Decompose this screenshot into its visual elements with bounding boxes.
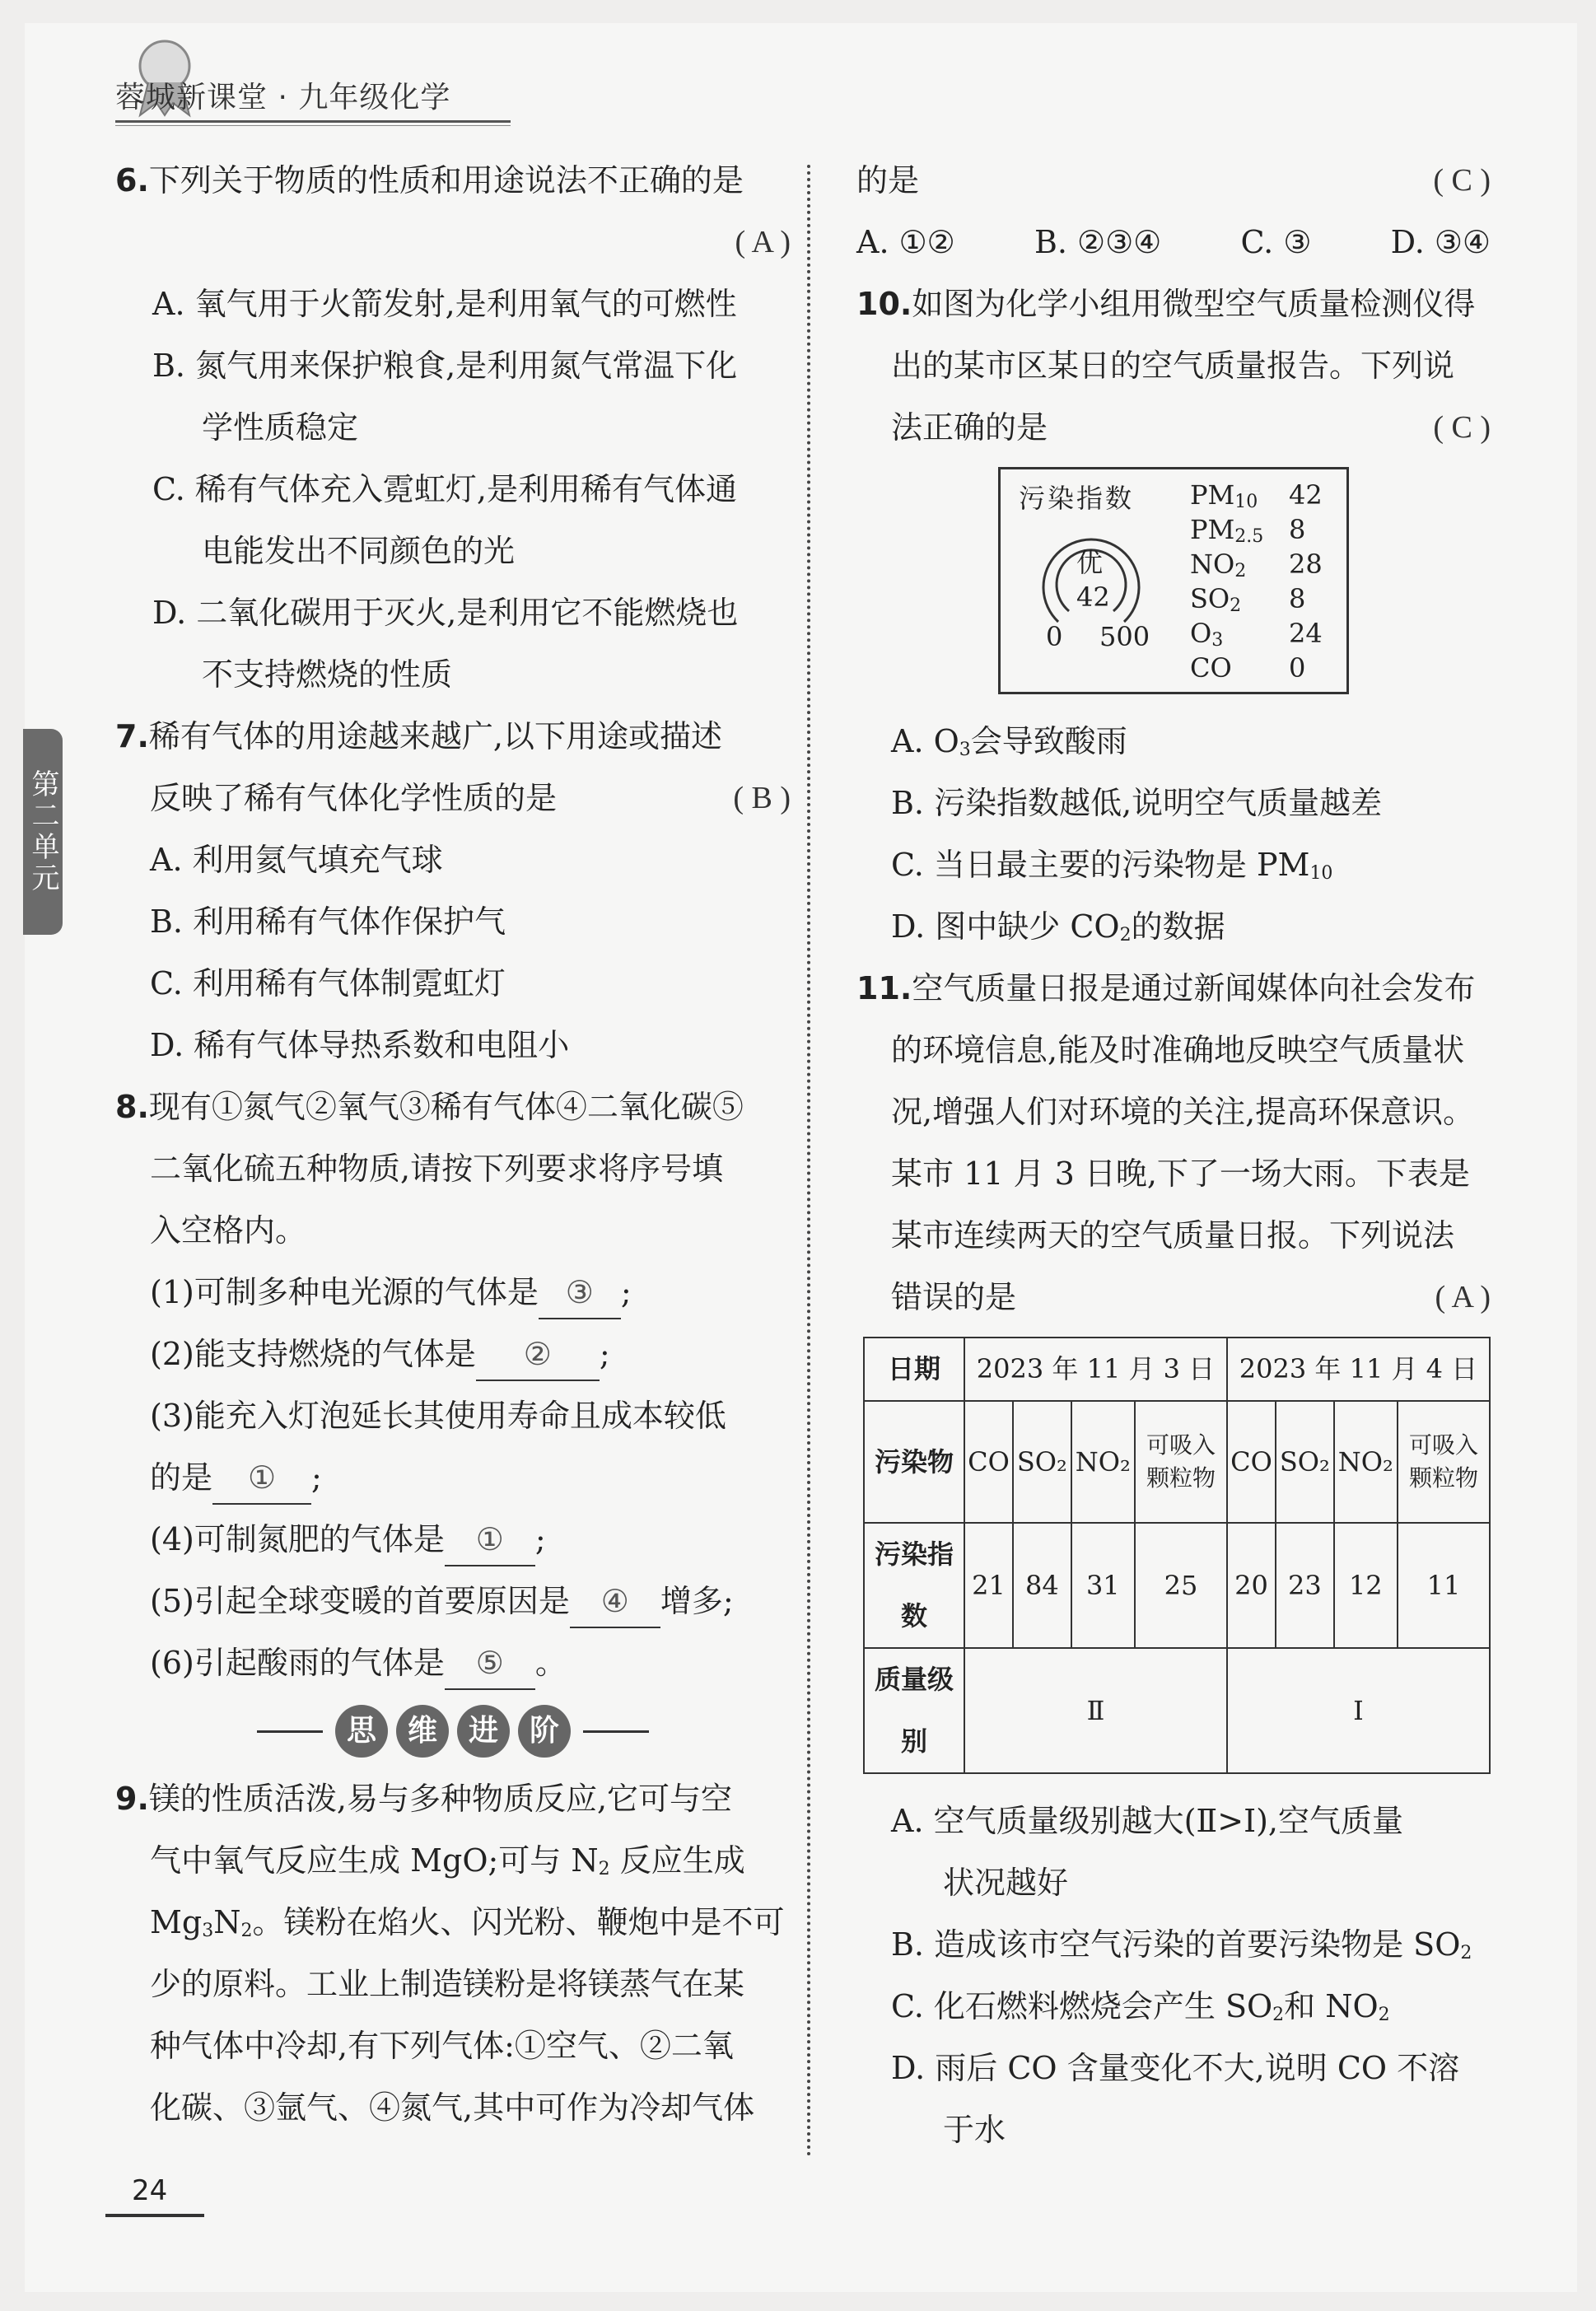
report-row: PM10 42 [1190,479,1323,512]
table-cell: 可吸入颗粒物 [1398,1401,1490,1523]
table-cell: SO₂ [1276,1401,1334,1523]
q11-line2: 的环境信息,能及时准确地反映空气质量状 [891,1032,1465,1068]
q9-option-c: C. ③ [1240,224,1312,260]
q8-part4: (4)可制氮肥的气体是 ① ; [115,1509,791,1571]
q11-line5: 某市连续两天的空气质量日报。下列说法 [891,1217,1455,1254]
q11-option-c: C. 化石燃料燃烧会产生 SO2和 NO2 [891,1988,1390,2025]
section-char: 进 [457,1705,510,1758]
q6-option-c-cont: 电能发出不同颜色的光 [202,533,516,569]
report-row: CO 0 [1190,652,1306,684]
report-index: 42 [1076,581,1110,613]
q10-option-c: C. 当日最主要的污染物是 PM10 [891,847,1333,884]
q8-blank6[interactable]: ⑤ [445,1639,535,1690]
header-title: 蓉城新课堂 · 九年级化学 [115,81,451,114]
q11-stem: 11.空气质量日报是通过新闻媒体向社会发布 [856,970,1476,1006]
table-header-index: 污染指数 [864,1523,964,1648]
right-column [856,150,1491,2161]
q6-option-a: A. 氧气用于火箭发射,是利用氧气的可燃性 [152,286,737,322]
table-cell: SO₂ [1013,1401,1071,1523]
q8-blank5[interactable]: ④ [570,1577,660,1628]
q7-stem: 7.稀有气体的用途越来越广,以下用途或描述 [115,718,722,754]
table-row [864,1401,1490,1523]
q10-option-a: A. O3会导致酸雨 [891,723,1127,760]
q7-option-a: A. 利用氦气填充气球 [150,842,443,878]
report-level: 优 [1076,547,1104,578]
report-row: SO2 8 [1190,583,1306,616]
q9-options [856,212,1491,273]
q11-option-a-cont: 状况越好 [943,1865,1069,1901]
q10-option-d: D. 图中缺少 CO2的数据 [891,908,1225,945]
q6-option-c: C. 稀有气体充入霓虹灯,是利用稀有气体通 [152,471,737,507]
table-cell: 84 [1013,1523,1071,1648]
q7-stem-cont: 反映了稀有气体化学性质的是 ( B ) [115,768,791,829]
table-cell: CO [1227,1401,1276,1523]
q7-answer: ( B ) [733,781,791,815]
q6-option-b-cont: 学性质稳定 [202,409,359,446]
q11-line4: 某市 11 月 3 日晚,下了一场大雨。下表是 [891,1156,1470,1192]
table-level2: Ⅰ [1227,1648,1490,1773]
header-rule-thin [115,125,511,126]
header-rule [115,120,511,123]
column-divider [807,165,810,2158]
q8-blank1[interactable]: ③ [539,1268,621,1319]
q11-answer: ( A ) [1435,1280,1491,1314]
q11-option-b: B. 造成该市空气污染的首要污染物是 SO2 [891,1926,1472,1963]
table-header-level: 质量级别 [864,1648,964,1773]
page-number: 24 [132,2174,168,2207]
table-cell: 12 [1334,1523,1398,1648]
q8-part2: (2)能支持燃烧的气体是 ② ; [115,1324,791,1385]
table-row [864,1523,1490,1648]
air-quality-table [863,1337,1491,1774]
q6-option-d: D. 二氧化碳用于灭火,是利用它不能燃烧也 [152,595,739,631]
q8-blank3[interactable]: ① [212,1454,311,1505]
table-row [864,1648,1490,1773]
q6-answer: ( A ) [735,225,791,259]
q8-part6: (6)引起酸雨的气体是 ⑤ 。 [115,1632,791,1694]
table-cell: 可吸入颗粒物 [1135,1401,1227,1523]
table-cell: NO₂ [1071,1401,1135,1523]
q8-stem: 8.现有①氮气②氧气③稀有气体④二氧化碳⑤ [115,1089,744,1125]
q7-option-d: D. 稀有气体导热系数和电阻小 [150,1027,570,1063]
section-char: 思 [335,1705,388,1758]
q6-option-b: B. 氮气用来保护粮食,是利用氮气常温下化 [152,348,738,384]
section-header [115,1694,791,1768]
table-cell: NO₂ [1334,1401,1398,1523]
table-header-pollutant: 污染物 [864,1401,964,1523]
q9-line4: 少的原料。工业上制造镁粉是将镁蒸气在某 [150,1966,745,2002]
table-date1: 2023 年 11 月 3 日 [964,1338,1227,1401]
section-bar-left [257,1730,323,1733]
table-cell: 11 [1398,1523,1490,1648]
q8-part5: (5)引起全球变暖的首要原因是 ④ 增多; [115,1571,791,1632]
table-cell: 25 [1135,1523,1227,1648]
chapter-side-tab: 第二单元 [23,729,63,935]
q6-stem: 6.下列关于物质的性质和用途说法不正确的是 [115,162,744,198]
table-cell: 31 [1071,1523,1135,1648]
q11-line6: 错误的是 ( A ) [856,1267,1491,1328]
q8-part1: (1)可制多种电光源的气体是 ③ ; [115,1262,791,1324]
q7-option-b: B. 利用稀有气体作保护气 [150,903,506,940]
air-quality-report [998,467,1349,694]
q10-answer: ( C ) [1433,410,1491,445]
report-max: 500 [1099,621,1150,652]
q8-part3: (3)能充入灯泡延长其使用寿命且成本较低 [150,1398,726,1434]
report-title: 污染指数 [1019,483,1135,514]
q9-line7: 的是 ( C ) [856,150,1491,212]
report-row: O3 24 [1190,618,1323,651]
q8-stem-cont: 二氧化硫五种物质,请按下列要求将序号填 [150,1151,724,1187]
table-date2: 2023 年 11 月 4 日 [1227,1338,1490,1401]
q10-stem-cont2: 法正确的是 ( C ) [856,397,1491,459]
report-min: 0 [1046,621,1063,652]
q9-line2: 气中氧气反应生成 MgO;可与 N2 反应生成 [150,1842,745,1879]
section-char: 维 [396,1705,449,1758]
table-row [864,1338,1490,1401]
section-bar-right [583,1730,649,1733]
q6-answer-line [115,212,791,273]
page-number-rule [105,2214,204,2217]
q10-stem: 10.如图为化学小组用微型空气质量检测仪得 [856,286,1476,322]
q7-option-c: C. 利用稀有气体制霓虹灯 [150,965,506,1001]
table-cell: CO [964,1401,1013,1523]
report-row: PM2.5 8 [1190,514,1306,547]
q11-option-d: D. 雨后 CO 含量变化不大,说明 CO 不溶 [891,2050,1460,2086]
q9-option-b: B. ②③④ [1034,224,1162,260]
q8-blank4[interactable]: ① [445,1515,535,1566]
q9-line6: 化碳、③氩气、④氮气,其中可作为冷却气体 [150,2089,755,2126]
table-cell: 21 [964,1523,1013,1648]
q8-stem-cont2: 入空格内。 [150,1212,307,1249]
table-header-date: 日期 [864,1338,964,1401]
table-level1: Ⅱ [964,1648,1227,1773]
q9-line5: 种气体中冷却,有下列气体:①空气、②二氧 [150,2028,734,2064]
section-char: 阶 [518,1705,571,1758]
table-cell: 20 [1227,1523,1276,1648]
q11-line3: 况,增强人们对环境的关注,提高环保意识。 [891,1094,1475,1130]
q10-stem-cont: 出的某市区某日的空气质量报告。下列说 [891,348,1455,384]
table-cell: 23 [1276,1523,1334,1648]
q10-option-b: B. 污染指数越低,说明空气质量越差 [891,785,1383,821]
q11-option-a: A. 空气质量级别越大(Ⅱ>Ⅰ),空气质量 [891,1803,1404,1839]
q8-part3-cont: 的是 ① ; [115,1447,791,1509]
q9-line3: Mg3N2。镁粉在焰火、闪光粉、鞭炮中是不可 [150,1904,785,1941]
q11-option-d-cont: 于水 [943,2112,1006,2148]
q8-blank2[interactable]: ② [476,1330,600,1381]
q6-option-d-cont: 不支持燃烧的性质 [202,656,453,693]
report-row: NO2 28 [1190,549,1323,581]
left-column [115,150,791,2139]
q9-stem: 9.镁的性质活泼,易与多种物质反应,它可与空 [115,1781,733,1817]
q9-answer: ( C ) [1433,163,1491,198]
report-rows [1190,478,1330,685]
q9-option-a: A. ①② [856,224,955,260]
q9-option-d: D. ③④ [1390,224,1491,260]
